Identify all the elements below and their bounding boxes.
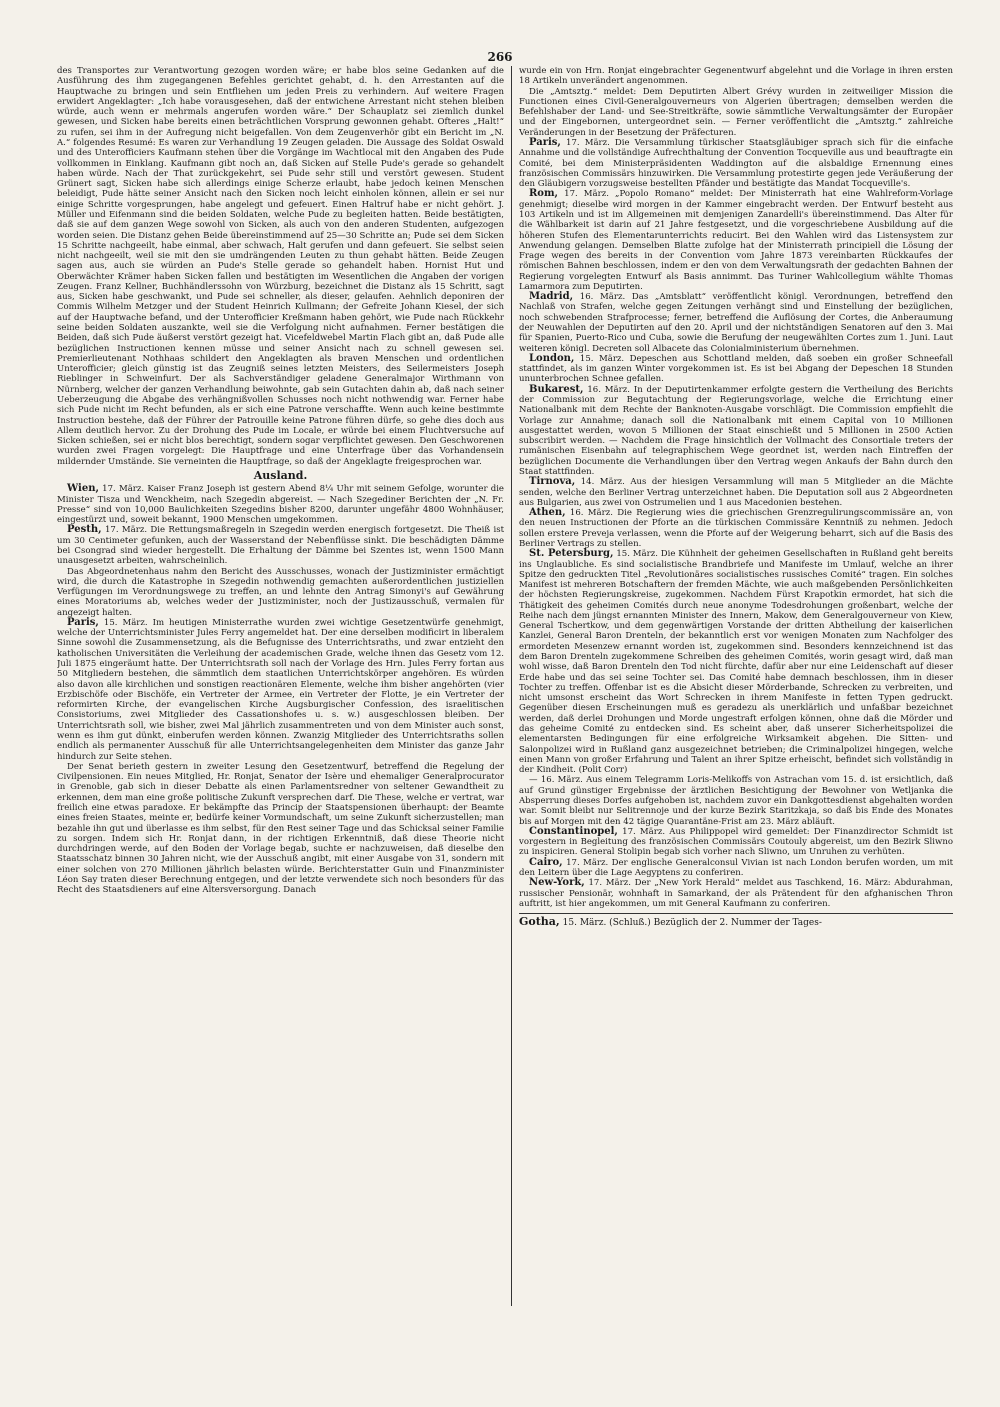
article-rom-text: 17. März. „Popolo Romano“ meldet: Der Ministerrath hat eine Wahlreform-Vorlage genehmigt; dieselbe wird morgen in der Kammer eingebracht werden. Der Entwurf besteht aus 103 Artikeln und ist im Allgemeinen mit demjenigen Zanardelli's übereinstimmend. Das Alter für die Wählbarkeit ist darin auf 21 Jahre festgesetzt, und die vorgeschriebene Ausbildung auf die höheren Stufen des Elementarunterrichts reducirt. Bei den Wahlen wird das Listensystem zur Anwendung gelangen. Demselben Blatte zufolge hat der Ministerrath principiell die Lösung der Frage wegen des bereits in der Convention vom Jahre 1873 vereinbarten Rückkaufes der römischen Bahnen beschlossen, indem er den von dem Verwaltungsrath der gedachten Bahnen der Regierung vorgelegten Entwurf als Basis annimmt. Das Turiner Wahlcollegium wählte Thomas Lamarmora zum Deputirten. (519, 189, 953, 292)
article-amtszeitung: Die „Amtsztg.“ meldet: Dem Deputirten Albert Grévy wurden in zeitweiliger Mission die Functionen eines Civil-Generalgouverneurs von Algerien übertragen; demselben werden die Befehlshaber der Land- und See-Streitkräfte, sowie sämmtliche Verwaltungsämter der Europäer und der Eingebornen, untergeordnet sein. — Ferner veröffentlicht die „Amtsztg.“ zahlreiche Veränderungen in der Besetzung der Präfecturen. (519, 86, 953, 138)
article-athen (519, 508, 953, 549)
article-pesth-text: 17. März. Die Rettungsmaßregeln in Szegedin werden energisch fortgesetzt. Die Theiß ist um 30 Centimeter gefunken, auch der Wasserstand der Nebenflüsse sinkt. Die beschädigten Dämme bei Csongrad sind wieder hergestellt. Die Erhaltung der Dämme bei Szentes ist, wenn 1500 Mann unausgesetzt arbeiten, wahrscheinlich. (57, 525, 504, 567)
article-constantinopel (519, 827, 953, 858)
dateline-pesth: Pesth, (67, 524, 102, 536)
dateline-paris-1: Paris, (67, 616, 99, 628)
article-cairo (519, 858, 953, 879)
article-tirnova (519, 477, 953, 508)
left-column (57, 66, 504, 1356)
article-abgeordnetenhaus: Das Abgeordnetenhaus nahm den Bericht des Ausschusses, wonach der Justizminister ermächtigt wird, die durch die Katastrophe in Szegedin nothwendig gemachten außerordentlichen justiziellen Verfügungen im Verordnungswege zu treffen, an und lehnte den Antrag Simonyi's auf Gewährung eines Moratoriums ab, welches weder der Justizminister, noch der Justizausschuß, vermalen für angezeigt halten. (57, 566, 504, 618)
article-st-petersburg-2: — 16. März. Aus einem Telegramm Loris-Melikoffs von Astrachan vom 15. d. ist ersichtlich, daß auf Grund günstiger Ergebnisse der ärztlichen Besichtigung der Bewohner von Wetljanka die Absperrung dieses Dorfes aufgehoben ist, nachdem zuvor ein Dankgottesdienst abgehalten worden war. Somit bleibt nur Selitrennoje und der kurze Bezirk Staritzkaja, so daß bis Ende des Monates bis auf Morgen mit den 42 tägige Quarantäne-Frist am 23. März abläuft. (519, 775, 953, 827)
article-gotha (519, 917, 953, 928)
article-paris-1-text: 15. März. Im heutigen Ministerrathe wurden zwei wichtige Gesetzentwürfe genehmigt, welche der Unterrichtsminister Jules Ferry angemeldet hat. Der eine derselben modificirt in liberalem Sinne sowohl die Zusammensetzung, als die Befugnisse des Unterrichtsraths, und zwar entzieht den katholischen Universitäten die Verleihung der academischen Grade, welche ihnen das Gesetz vom 12. Juli 1875 eingeräumt hatte. Der Unterrichtsrath soll nach der Vorlage des Hrn. Jules Ferry fortan aus 50 Mitgliedern bestehen, die sämmtlich dem staatlichen Unterrichtskörper angehören. Es würden also davon alle kirchlichen und sonstigen reactionären Elemente, welche ihm bisher angehörten (vier Erzbischöfe oder Bischöfe, ein Vertreter der Armee, ein Vertreter der Flotte, je ein Vertreter der reformirten Kirche, der evangelischen Kirche Augsburgischer Confession, des israelitischen Consistoriums, zwei Mitglieder des Cassationshofes u. s. w.) ausgeschlossen bleiben. Der Unterrichtsrath soll, wie bisher, zwei Mal jährlich zusammentreten und von dem Minister auch sonst, wenn es ihm gut dünkt, einberufen werden können. Zwanzig Mitglieder des Unterrichtsraths sollen endlich als permanenter Ausschuß für alle Unterrichtsangelegenheiten dem Minister das ganze Jahr hindurch zur Seite stehen. (57, 617, 504, 762)
dateline-constantinopel: Constantinopel, (529, 825, 618, 837)
article-madrid-text: 16. März. Das „Amtsblatt“ veröffentlicht königl. Verordnungen, betreffend den Nachlaß von Strafen, welche gegen Zeitungen verhängt sind und Einstellung der bezüglichen, noch schwebenden Strafprocesse; ferner, betreffend die Auflösung der Cortes, die Anberaumung der Neuwahlen der Deputirten auf den 20. April und der nichtständigen Senatoren auf den 3. Mai für Spanien, Puerto-Rico und Cuba, sowie die Berufung der neugewählten Cortes zum 1. Juni. Laut weiteren königl. Decreten soll Albacete das Colonialministerium übernehmen. (519, 292, 953, 354)
article-paris-2-text: 17. März. Die Versammlung türkischer Staatsgläubiger sprach sich für die einfache Annahme und die vollständige Aufrechthaltung der Convention Tocqueville aus und beauftragte ein Comité, bei dem Ministerpräsidenten Waddington auf die alsbaldige Ernennung eines französischen Commissärs hinzuwirken. Die Versammlung protestirte gegen jede Veräußerung der den Gläubigern vorzugsweise bestellten Pfänder und bestätigte das Mandat Tocqueville's. (519, 137, 953, 190)
column-divider (511, 66, 512, 1306)
section-title-ausland: Ausland. (253, 468, 308, 482)
article-bukarest-text: 16. März. In der Deputirtenkammer erfolgte gestern die Vertheilung des Berichts der Commission zur Begutachtung der Regierungsvorlage, welche die Errichtung einer Nationalbank mit dem Rechte der Banknoten-Ausgabe vorschlägt. Die Commission empfiehlt die Vorlage zur Annahme; danach soll die Nationalbank mit einem Capital von 10 Millionen ausgestattet werden, wovon 5 Millionen der Staat einschießt und 5 Millionen in 2500 Actien subscribirt werden. — Nachdem die Frage hinsichtlich der Vollmacht des Consortiale treters der rumänischen Eisenbahn auf telegraphischem Wege geordnet ist, werden nach Eintreffen der bezüglichen Documente die Verhandlungen über den Vertrag wegen Ankaufs der Bahn durch den Staat stattfinden. (519, 384, 953, 477)
dateline-tirnova: Tirnova, (529, 476, 576, 488)
dateline-gotha: Gotha, (519, 915, 560, 929)
article-gotha-text: 15. März. (Schluß.) Bezüglich der 2. Nummer der Tages- (562, 918, 822, 929)
newspaper-columns (57, 66, 953, 1356)
dateline-wien: Wien, (67, 483, 99, 495)
article-new-york-text: 17. März. Der „New York Herald“ meldet aus Taschkend, 16. März: Abdurahman, russischer Pensionär, wohnhaft in Samarkand, der als Prätendent für den afghanischen Thron auftritt, ist hier angekommen, um mit General Kaufmann zu conferiren. (519, 878, 953, 909)
dateline-st-petersburg: St. Petersburg, (529, 548, 614, 560)
article-st-petersburg (519, 549, 953, 775)
dateline-new-york: New-York, (529, 877, 585, 889)
article-madrid (519, 292, 953, 354)
article-paris-1 (57, 618, 504, 762)
article-new-york (519, 878, 953, 909)
article-trial-report: des Transportes zur Verantwortung gezogen worden wäre; er habe blos seine Gedanken auf die Ausführung des ihm zugegangenen Befehles gerichtet gehabt, d. h. den Arrestanten auf die Hauptwache zu bringen und sein Entfliehen um jeden Preis zu verhindern. Auf weitere Fragen erwidert Angeklagter: „Ich habe vorausgesehen, daß der entwichene Arrestant nicht stehen bleiben würde, auch wenn er mehrmals angerufen worden wäre.“ Der Schauplatz sei ziemlich dunkel gewesen, und Sicken habe bereits einen beträchtlichen Vorsprung gewonnen gehabt. Ofteres „Halt!“ zu rufen, sei ihm in der Aufregung nicht beigefallen. Von dem Zeugenverhör gibt ein Bericht im „N. A.“ folgendes Resumé: Es waren zur Verhandlung 19 Zeugen geladen. Die Aussage des Soldat Oswald und des Unterofficiers Kaufmann stehen über die Vorgänge im Wachtlocal mit den Angaben des Pude vollkommen in Einklang. Kaufmann gibt noch an, daß Sicken auf Stelle Pude's gerade so gehandelt haben würde. Nach der That zurückgekehrt, sei Pude sehr still und verstört gewesen. Student Grünert sagt, Sicken habe sich allerdings einige Scherze erlaubt, habe jedoch keinen Menschen beleidigt, Pude hätte seiner Ansicht nach den Sicken noch leicht einholen können, allein er sei nur einige Schritte vorgesprungen, habe angelegt und gefeuert. Einen Haltruf habe er nicht gehört. J. Müller und Eifenmann sind die beiden Soldaten, welche Pude zu begleiten hatten. Beide bestätigten, daß sie auf dem ganzen Wege sowohl von Sicken, als auch von den anderen Studenten, aufgezogen worden seien. Die Distanz gehen Beide übereinstimmend auf 25—30 Schritte an; Pude sei dem Sicken 15 Schritte nachgeeilt, habe einmal, aber schwach, Halt gerufen und dann gefeuert. Sie selbst seien nicht nachgeeilt, weil sie mit den sie umdrängenden Leuten zu thun gehabt hätten. Beide Zeugen sagen aus, auch sie würden an Pude's Stelle gerade so gehandelt haben. Hornist Hut und Oberwächter Krämer haben Sicken fallen und bestätigten im Wesentlichen die Angaben der vorigen Zeugen. Franz Kellner, Buchhändlerssohn von Würzburg, bezeichnet die Distanz als 15 Schritt, sagt aus, Sicken habe geschwankt, und Pude sei schneller, als dieser, gelaufen. Aehnlich deponiren der Commis Wilhelm Metzger und der Student Heinrich Kullmann; der Gefreite Johann Kiesel, der sich auf der Hauptwache befand, und der Unterofficier Kreßmann haben gehört, wie Pude nach Rückkehr seine beiden Soldaten auszankte, weil sie die Verfolgung nicht aufnahmen. Ferner bestätigen die Beiden, daß sich Pude äußerst verstört gezeigt hat. Vicefeldwebel Martin Flach gibt an, daß Pude alle bezüglichen Instructionen kennen müsse und seiner Ansicht nach zu schnell gewesen sei. Premierlieutenant Nothhaas schildert den Angeklagten als braven Menschen und ordentlichen Unterofficier; gleich günstig ist das Zeugniß seines letzten Meisters, des Seilermeisters Joseph Rieblinger in Schweinfurt. Der als Sachverständiger geladene Generalmajor Wirthmann von Nürnberg, welcher der ganzen Verhandlung beiwohnte, gab sein Gutachten dahin ab, daß nach seiner Ueberzeugung die Abgabe des verhängnißvollen Schusses noch nicht nothwendig war. Ferner habe sich Pude nicht im Recht befunden, als er sich eine Patrone verschaffte. Wenn auch keine bestimmte Instruction bestehe, daß der Führer der Patrouille keine Patrone führen dürfe, so gehe dies doch aus Allem deutlich hervor. Zu der Drohung des Pude im Locale, er würde bei einem Fluchtversuche auf Sicken schießen, sei er nicht blos berechtigt, sondern sogar verpflichtet gewesen. Den Geschworenen wurden zwei Fragen vorgelegt: Die Hauptfrage und eine Unterfrage über das Vorhandensein mildernder Umstände. Sie verneinten die Hauptfrage, so daß der Angeklagte freigesprochen war. (57, 66, 504, 467)
article-athen-text: 16. März. Die Regierung wies die griechischen Grenzregulirungscommissäre an, von den neuen Instructionen der Pforte an die türkischen Commissäre Kenntniß zu nehmen. Jedoch sollen erstere Preveja verlassen, wenn die Pforte auf der Weigerung beharrt, sich auf die Basis des Berliner Vertrags zu stellen. (519, 508, 953, 549)
dateline-rom: Rom, (529, 188, 559, 200)
section-divider (519, 913, 953, 914)
dateline-cairo: Cairo, (529, 856, 563, 868)
article-tirnova-text: 14. März. Aus der hiesigen Versammlung will man 5 Mitglieder an die Mächte senden, welche den Berliner Vertrag unterzeichnet haben. Die Deputation soll aus 2 Abgeordneten aus Bulgarien, aus zwei von Ostrumelien und 1 aus Macedonien bestehen. (519, 477, 953, 508)
article-bukarest (519, 385, 953, 478)
article-london (519, 354, 953, 385)
dateline-london: London, (529, 352, 575, 364)
right-column (519, 66, 953, 1356)
article-pesth (57, 525, 504, 566)
article-senat: Der Senat berieth gestern in zweiter Lesung den Gesetzentwurf, betreffend die Regelung der Civilpensionen. Ein neues Mitglied, Hr. Ronjat, Senator der Isère und ehemaliger Generalprocurator in Grenoble, gab sich in dieser Debatte als einen Parlamentsredner von seltener Gewandtheit zu erkennen, dem man eine große politische Zukunft versprechen darf. Die These, welche er vertrat, war freilich eine etwas paradoxe. Er bekämpfte das Princip der Staatspensionen überhaupt: der Beamte eines freien Staates, meinte er, bedürfe keiner Vormundschaft, um seine Zukunft sicherzustellen; man bezahle ihn gut und überlasse es ihm selbst, für den Rest seiner Tage und das Schicksal seiner Familie zu sorgen. Indem sich Hr. Ronjat dann, in der richtigen Erkenntniß, daß diese Theorie nicht durchdringen werde, auf den Boden der Vorlage begab, suchte er nachzuweisen, daß dieselbe den Staatsschatz binnen 30 Jahren nicht, wie der Ausschuß angibt, mit einer Ausgabe von 31, sondern mit einer solchen von 270 Millionen jährlich belasten würde. Berichterstatter Guin und Finanzminister Léon Say traten dieser Berechnung entgegen, und der letzte verwendete sich noch besonders für das Recht des Staatsdieners auf eine Altersversorgung. Danach (57, 761, 504, 896)
article-london-text: 15. März. Depeschen aus Schottland melden, daß soeben ein großer Schneefall stattfindet, als im ganzen Winter vorgekommen ist. Es ist bei Abgang der Depeschen 18 Stunden ununterbrochen Schnee gefallen. (519, 353, 953, 385)
dateline-madrid: Madrid, (529, 291, 574, 303)
article-rom (519, 189, 953, 292)
article-wien (57, 484, 504, 525)
dateline-athen: Athen, (529, 507, 566, 519)
article-paris-2 (519, 138, 953, 189)
article-wien-text: 17. März. Kaiser Franz Joseph ist gestern Abend 8¼ Uhr mit seinem Gefolge, worunter die Minister Tisza und Wenckheim, nach Szegedin abgereist. — Nach Szegediner Berichten der „N. Fr. Presse“ sind von 10,000 Baulichkeiten Szegedins bisher 8200, darunter ungefähr 4800 Wohnhäuser, eingestürzt und, soweit bekannt, 1900 Menschen umgekommen. (57, 484, 504, 526)
dateline-bukarest: Bukarest, (529, 383, 584, 395)
article-st-petersburg-text: 15. März. Die Kühnheit der geheimen Gesellschaften in Rußland geht bereits ins Unglaubliche. Es sind socialistische Brandbriefe und Manifeste im Umlauf, welche an ihrer Spitze den gedruckten Titel „Revolutionäres socialistisches russisches Comité“ tragen. Ein solches Manifest ist mehreren Botschaftern der fremden Mächte, wie auch maßgebenden Persönlichkeiten der höchsten Regierungskreise, zugekommen. Nachdem Fürst Krapotkin ermordet, hat sich die Thätigkeit des geheimen Comités durch neue anonyme Todesdrohungen großenbart, welche der Reihe nach dem jüngst ernannten Minister des Innern, Makow, dem Generalgouverneur von Kiew, General Tschertkow, und dem gegenwärtigen Vorstande der dritten Abtheilung der kaiserlichen Kanzlei, General Baron Drenteln, der bekanntlich erst vor wenigen Monaten zum Nachfolger des ermordeten Mesenzew ernannt worden ist, zugekommen sind. Besonders kennzeichnend ist das dem Baron Drenteln zugekommene Schreiben des geheimen Comités, worin gesagt wird, daß man wohl wisse, daß Baron Drenteln den Tod nicht fürchte, dafür aber nur eine Leidenschaft auf dieser Erde habe und das sei seine Tochter sei. Das Comité habe demnach beschlossen, ihm in dieser Tochter zu treffen. Offenbar ist es die Absicht dieser Mörderbande, Schrecken zu verbreiten, und nicht umsonst erscheint das Wort Schrecken in ihrem Manifeste in fetten Typen gedruckt. Gegenüber diesen Erscheinungen muß es geradezu als unerklärlich und unfaßbar bezeichnet werden, daß derlei Drohungen und Morde ungestraft erfolgen können, ohne daß die Mörder und das geheime Comité zu entdecken sind. Es scheint aber, daß unserer Sicherheitspolizei die elementarsten Bedingungen für eine erfolgreiche Wirksamkeit abgehen. Die Sitten- und Salonpolizei wird in Rußland ganz ausgezeichnet betrieben; die Criminalpolizei hingegen, welche einen Mann von großer Erfahrung und Talent an ihrer Spitze erheischt, befindet sich vollständig in der Kindheit. (Polit Corr) (519, 549, 953, 776)
article-constantinopel-text: 17. März. Aus Philippopel wird gemeldet: Der Finanzdirector Schmidt ist vorgestern in Begleitung des französischen Commissärs Coutouly abgereist, um den Bezirk Sliwno zu inspiciren. General Stolipin begab sich vorher nach Sliwno, um Unruhen zu verhüten. (519, 826, 953, 858)
page-number: 266 (487, 50, 513, 64)
article-cairo-text: 17. März. Der englische Generalconsul Vivian ist nach London berufen worden, um mit den Leitern über die Lage Aegyptens zu conferiren. (519, 857, 953, 878)
dateline-paris-2: Paris, (529, 136, 561, 148)
article-senat-continued: wurde ein von Hrn. Ronjat eingebrachter Gegenentwurf abgelehnt und die Vorlage in ihren ersten 18 Artikeln unverändert angenommen. (519, 66, 953, 87)
